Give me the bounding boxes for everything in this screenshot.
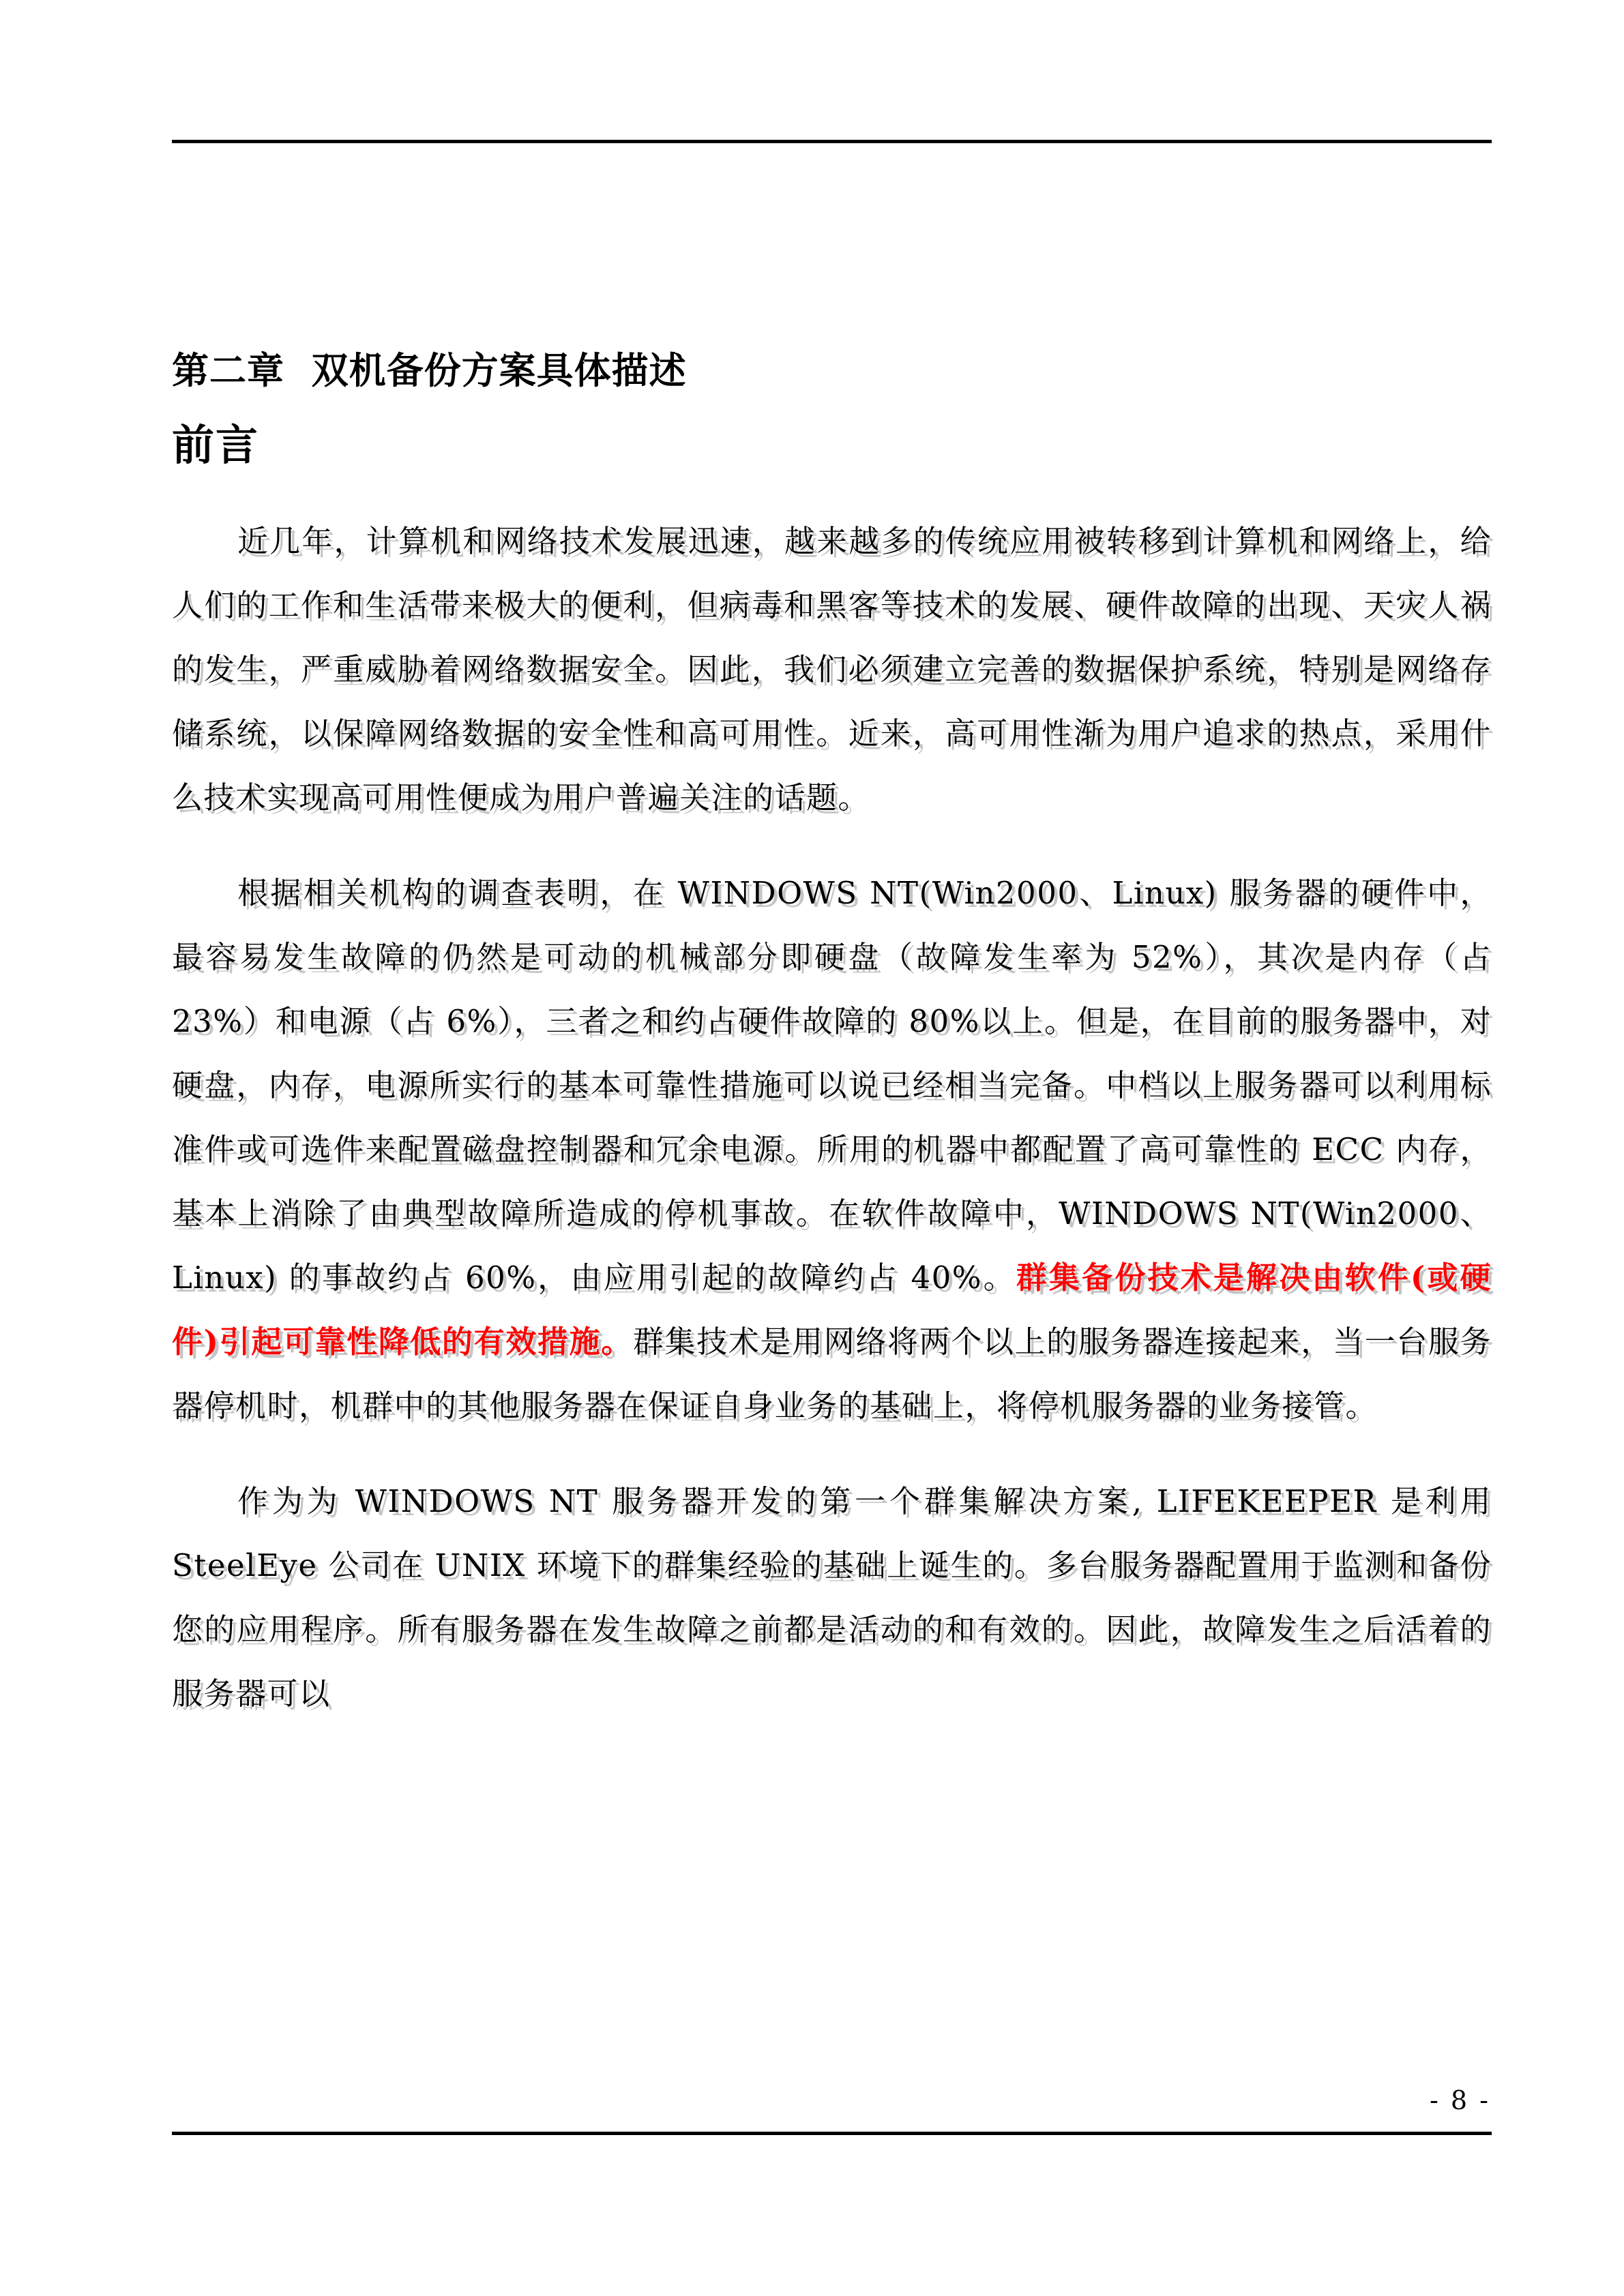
page-number: - 8 - [1429, 2085, 1490, 2115]
highlighted-sentence: 群集备份技术是解决由软件(或硬件)引起可靠性降低的有效措施。 [172, 1259, 1492, 1360]
chapter-title: 第二章 双机备份方案具体描述 [172, 348, 687, 392]
footer-rule [172, 2132, 1492, 2135]
paragraph-intro: 近几年，计算机和网络技术发展迅速，越来越多的传统应用被转移到计算机和网络上，给人们的工作和生活带来极大的便利，但病毒和黑客等技术的发展、硬件故障的出现、天灾人祸的发生，严重威胁着网络数据安全。因此，我们必须建立完善的数据保护系统，特别是网络存储系统，以保障网络数据的安全性和高可用性。近来，高可用性渐为用户追求的热点，采用什么技术实现高可用性便成为用户普遍关注的话题。 [172, 523, 1492, 816]
header-rule [172, 140, 1492, 143]
document-body [172, 348, 1492, 1726]
paragraph-text-after-highlight: 群集技术是用网络将两个以上的服务器连接起来，当一台服务器停机时，机群中的其他服务器在保证自身业务的基础上，将停机服务器的业务接管。 [172, 1324, 1492, 1424]
paragraph-text-before-highlight: 根据相关机构的调查表明，在 WINDOWS NT(Win2000、Linux) 服务器的硬件中，最容易发生故障的仍然是可动的机械部分即硬盘（故障发生率为 52%），其次是内存（占 23%）和电源（占 6%），三者之和约占硬件故障的 80%以上。但是，在目前的服务器中，对硬盘，内存，电源所实行的基本可靠性措施可以说已经相当完备。中档以上服务器可以利用标准件或可选件来配置磁盘控制器和冗余电源。所用的机器中都配置了高可靠性的 ECC 内存，基本上消除了由典型故障所造成的停机事故。在软件故障中，WINDOWS NT(Win2000、Linux) 的事故约占 60%，由应用引起的故障约占 40%。 [172, 875, 1492, 1296]
section-heading: 前言 [172, 419, 260, 470]
paragraph-hardware-failure [172, 861, 1492, 1438]
paragraph-lifekeeper: 作为为 WINDOWS NT 服务器开发的第一个群集解决方案, LIFEKEEPER 是利用 SteelEye 公司在 UNIX 环境下的群集经验的基础上诞生的。多台服务器配置用于监测和备份您的应用程序。所有服务器在发生故障之前都是活动的和有效的。因此，故障发生之后活着的服务器可以 [172, 1483, 1492, 1712]
